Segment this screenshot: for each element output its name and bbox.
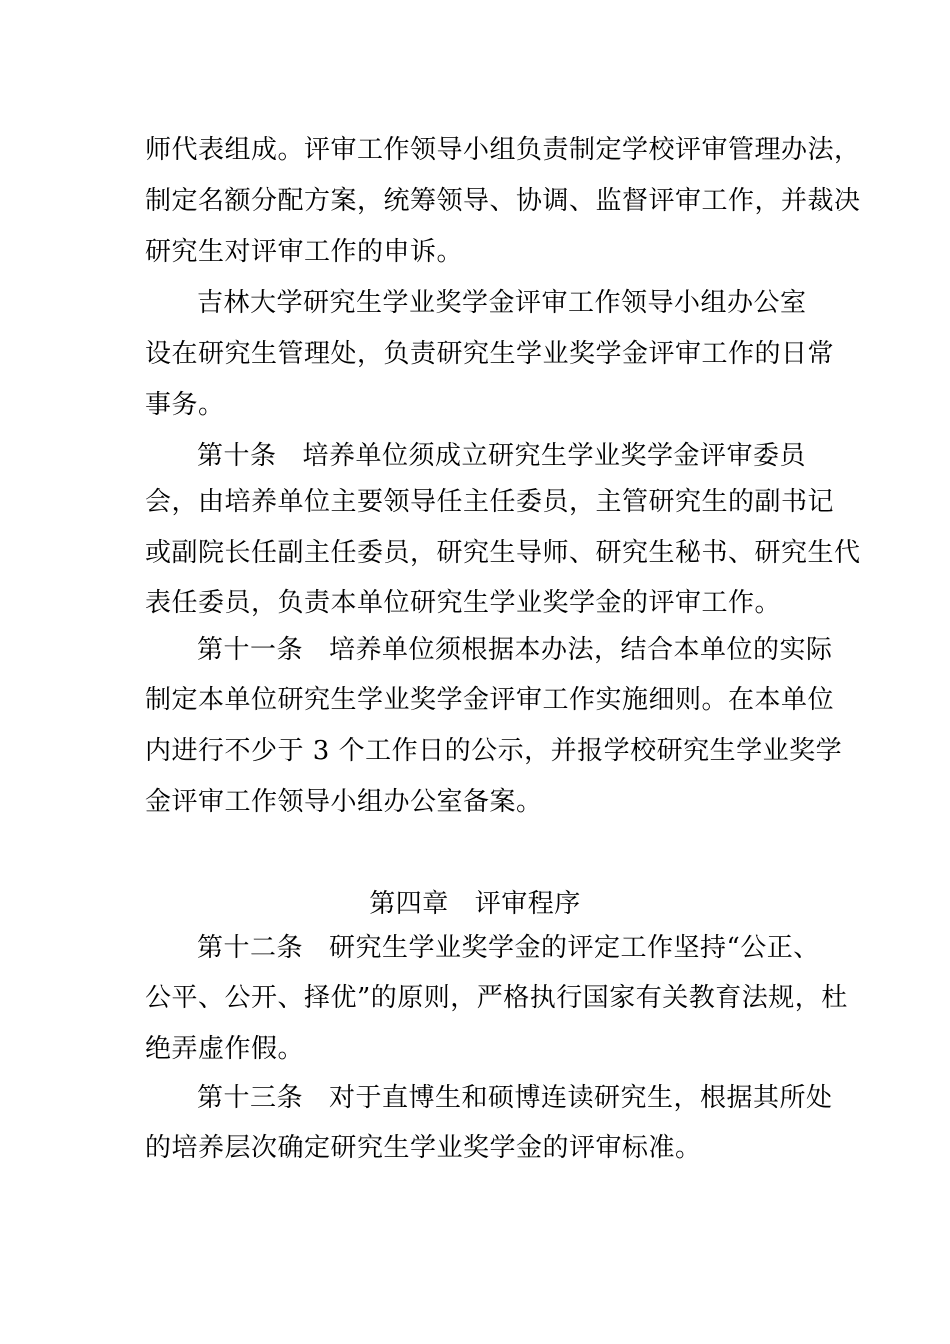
chapter-heading	[0, 886, 950, 922]
chapter-number: 第四章	[369, 889, 449, 919]
paragraph-line: 或副院长任副主任委员，研究生导师、研究生秘书、研究生代	[145, 538, 861, 568]
paragraph-line: 师代表组成。评审工作领导小组负责制定学校评审管理办法，	[145, 135, 861, 165]
paragraph-line: 吉林大学研究生学业奖学金评审工作领导小组办公室	[197, 288, 807, 318]
paragraph-line: 金评审工作领导小组办公室备案。	[145, 787, 543, 817]
paragraph-line: 设在研究生管理处，负责研究生学业奖学金评审工作的日常	[145, 339, 835, 369]
article-first-line	[197, 632, 833, 668]
paragraph-line: 事务。	[145, 390, 225, 420]
article-number: 第十二条	[197, 933, 304, 963]
paragraph-line: 制定本单位研究生学业奖学金评审工作实施细则。在本单位	[145, 685, 835, 715]
paragraph-line: 绝弄虚作假。	[145, 1034, 305, 1064]
paragraph-line: 会，由培养单位主要领导任主任委员，主管研究生的副书记	[145, 487, 835, 517]
article-first-line	[197, 438, 806, 474]
article-number: 第十一条	[197, 635, 304, 665]
article-first-line	[197, 1080, 833, 1116]
paragraph-line: 内进行不少于 3 个工作日的公示，并报学校研究生学业奖学	[145, 736, 843, 766]
paragraph-line: 公平、公开、择优”的原则，严格执行国家有关教育法规，杜	[145, 983, 848, 1013]
article-number: 第十条	[197, 441, 277, 471]
paragraph-line: 制定名额分配方案，统筹领导、协调、监督评审工作，并裁决	[145, 186, 861, 216]
paragraph-line: 培养单位须成立研究生学业奖学金评审委员	[302, 441, 807, 471]
article-first-line	[197, 930, 820, 966]
paragraph-line: 对于直博生和硕博连读研究生，根据其所处	[329, 1083, 833, 1113]
paragraph-line: 研究生学业奖学金的评定工作坚持“公正、	[329, 933, 820, 963]
paragraph-line: 表任委员，负责本单位研究生学业奖学金的评审工作。	[145, 588, 782, 618]
paragraph-line: 研究生对评审工作的申诉。	[145, 237, 464, 267]
paragraph-line: 的培养层次确定研究生学业奖学金的评审标准。	[145, 1133, 702, 1163]
chapter-title: 评审程序	[474, 889, 581, 919]
paragraph-line: 培养单位须根据本办法，结合本单位的实际	[329, 635, 833, 665]
article-number: 第十三条	[197, 1083, 304, 1113]
